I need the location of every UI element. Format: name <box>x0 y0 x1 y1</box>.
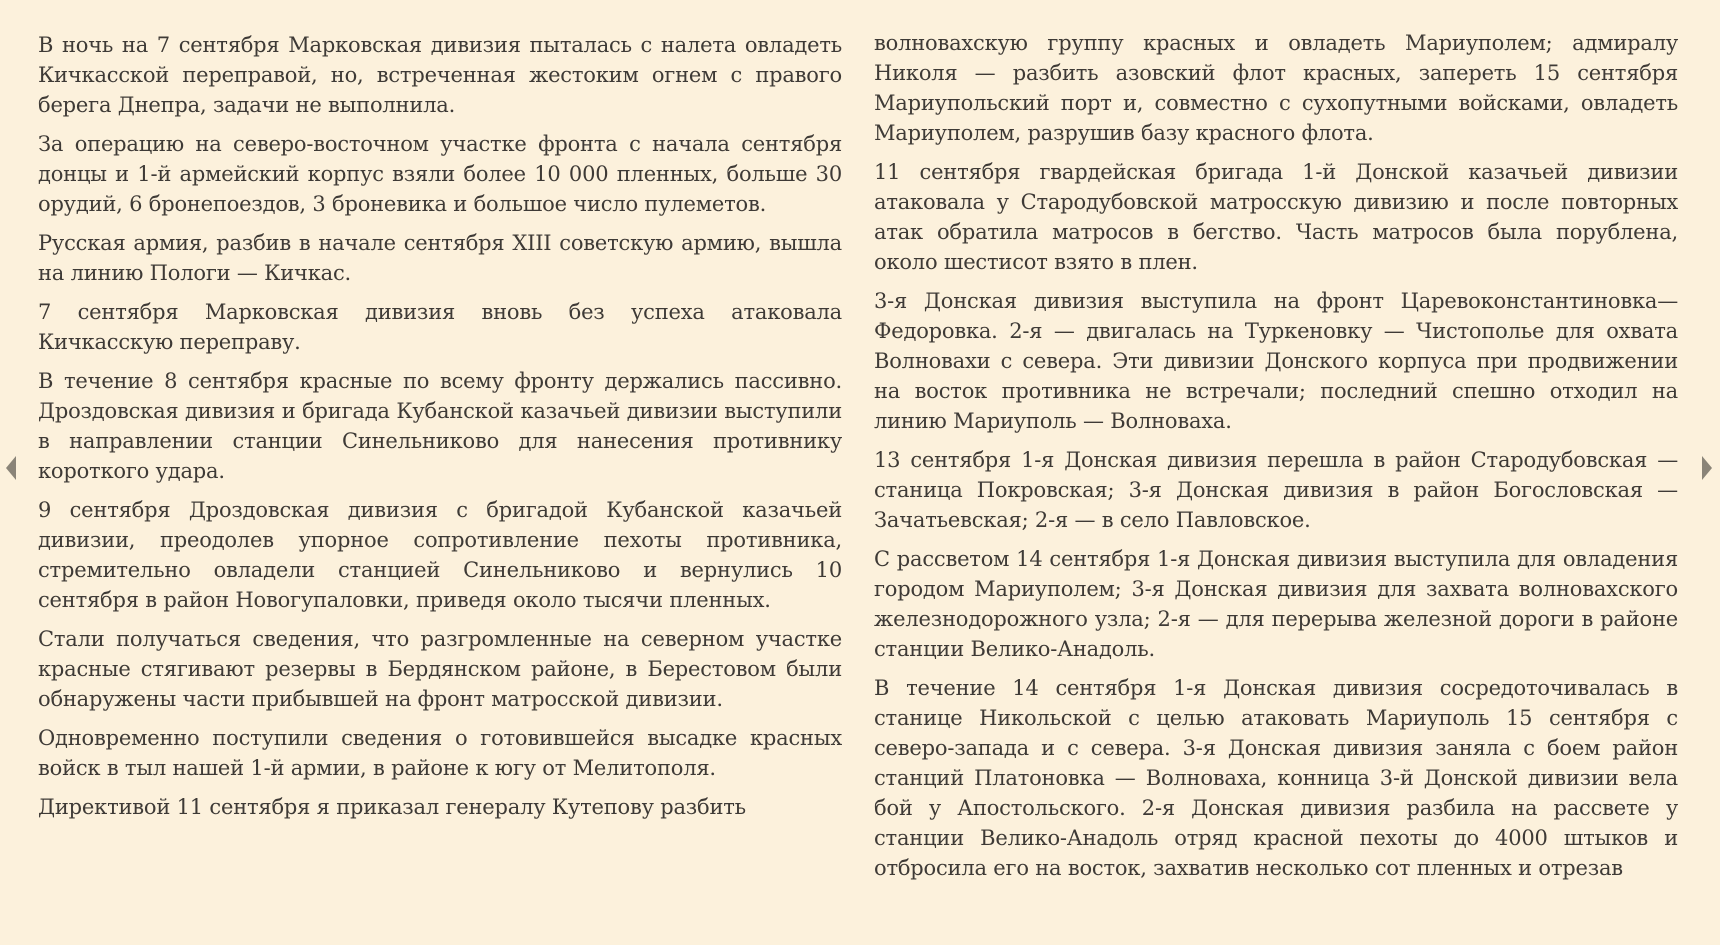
prev-page-icon[interactable] <box>6 456 16 480</box>
paragraph: 3-я Донская дивизия выступила на фронт Царевоконстантиновка—Федоровка. 2-я — двигалась на Туркеновку — Чистополье для охвата Волновахи с севера. Эти дивизии Донского корпуса при продвижении на восток противника не встречали; последний спешно отходил на линию Мариуполь — Волноваха. <box>874 289 1678 433</box>
paragraph: В течение 14 сентября 1-я Донская дивизия сосредоточивалась в станице Никольской с целью атаковать Мариуполь 15 сентября с северо-запада и с севера. 3-я Донская дивизия заняла с боем район станций Платоновка — Волноваха, конница 3-й Донской дивизии вела бой у Апостольского. 2-я Донская дивизия разбила на рассвете у станции Велико-Анадоль отряд красной пехоты до 4000 штыков и отбросила его на восток, захватив несколько сот пленных и отрезав <box>874 676 1678 880</box>
paragraph: Директивой 11 сентября я приказал генералу Кутепову разбить <box>38 795 746 819</box>
paragraph: 9 сентября Дроздовская дивизия с бригадой Кубанской казачьей дивизии, преодолев упорное сопротивление пехоты противника, стремительно овладели станцией Синельниково и вернулись 10 сентября в район Новогупаловки, приведя около тысячи пленных. <box>38 498 842 612</box>
paragraph: 7 сентября Марковская дивизия вновь без успеха атаковала Кичкасскую переправу. <box>38 300 842 354</box>
paragraph: 11 сентября гвардейская бригада 1-й Донской казачьей дивизии атаковала у Стародубовской матросскую дивизию и после повторных атак обратила матросов в бегство. Часть матросов была порублена, около шестисот взято в плен. <box>874 160 1678 274</box>
left-text-column <box>38 30 842 831</box>
paragraph: В ночь на 7 сентября Марковская дивизия пыталась с налета овладеть Кичкасской переправой, но, встреченная жестоким огнем с правого берега Днепра, задачи не выполнила. <box>38 33 842 117</box>
paragraph: Одновременно поступили сведения о готовившейся высадке красных войск в тыл нашей 1-й армии, в районе к югу от Мелитополя. <box>38 726 842 780</box>
paragraph: В течение 8 сентября красные по всему фронту держались пассивно. Дроздовская дивизия и бригада Кубанской казачьей дивизии выступили в направлении станции Синельниково для нанесения противнику короткого удара. <box>38 369 842 483</box>
paragraph: 13 сентября 1-я Донская дивизия перешла в район Стародубовская — станица Покровская; 3-я Донская дивизия в район Богословская — Зачатьевская; 2-я — в село Павловское. <box>874 448 1678 532</box>
paragraph: За операцию на северо-восточном участке фронта с начала сентября донцы и 1-й армейский корпус взяли более 10 000 пленных, больше 30 орудий, 6 бронепоездов, 3 броневика и большое число пулеметов. <box>38 132 842 216</box>
right-text-column <box>874 28 1678 892</box>
paragraph: Русская армия, разбив в начале сентября XIII советскую армию, вышла на линию Пологи — Кичкас. <box>38 231 842 285</box>
paragraph: Стали получаться сведения, что разгромленные на северном участке красные стягивают резервы в Бердянском районе, в Берестовом были обнаружены части прибывшей на фронт матросской дивизии. <box>38 627 842 711</box>
paragraph: С рассветом 14 сентября 1-я Донская дивизия выступила для овладения городом Мариуполем; 3-я Донская дивизия для захвата волновахского железнодорожного узла; 2-я — для перерыва железной дороги в районе станции Велико-Анадоль. <box>874 547 1678 661</box>
paragraph: волновахскую группу красных и овладеть Мариуполем; адмиралу Николя — разбить азовский флот красных, запереть 15 сентября Мариупольский порт и, совместно с сухопутными войсками, овладеть Мариуполем, разрушив базу красного флота. <box>874 31 1678 145</box>
next-page-icon[interactable] <box>1702 456 1712 480</box>
